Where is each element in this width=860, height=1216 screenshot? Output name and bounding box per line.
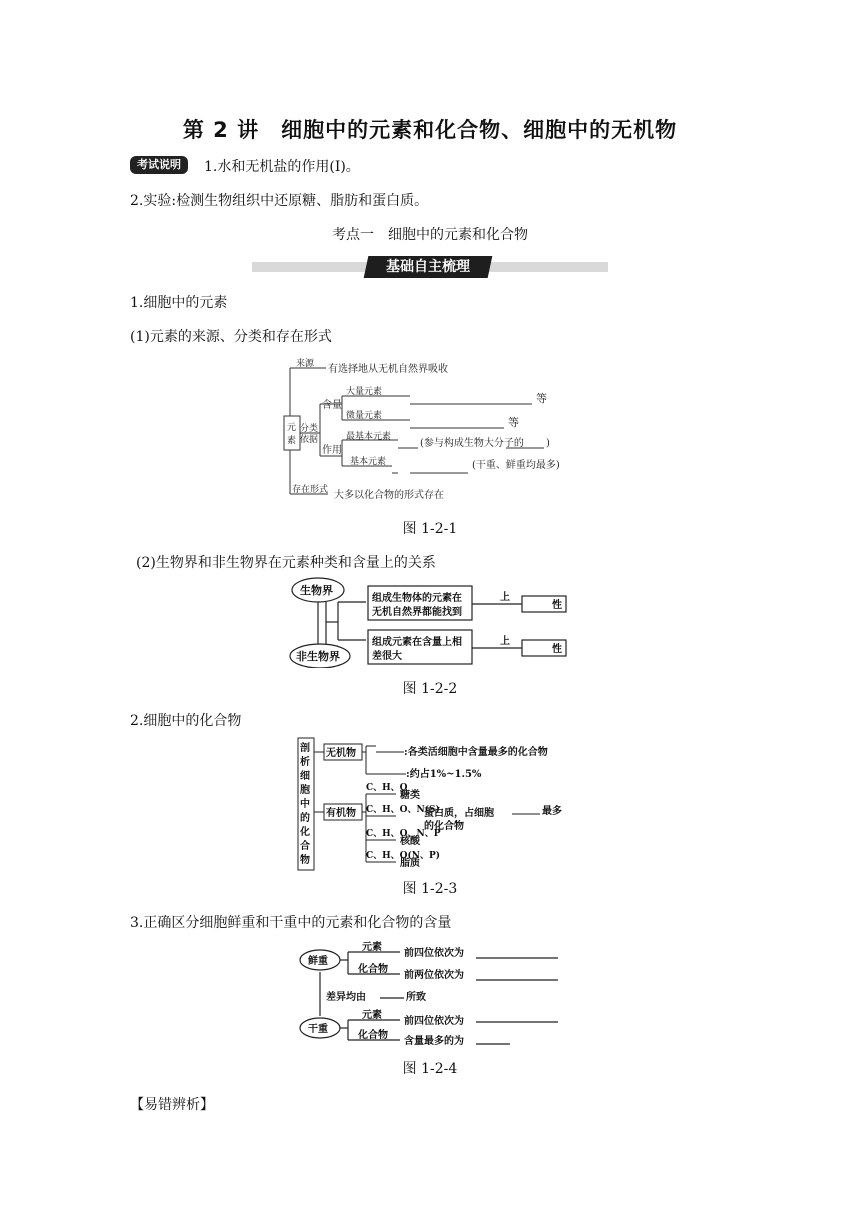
- figure-caption-4: 图 1-2-4: [402, 1061, 458, 1077]
- fig1-su-char: 素: [287, 436, 297, 446]
- fig1-zuijiben: 最基本元素: [346, 432, 392, 442]
- fig3-v3: 细: [300, 771, 310, 782]
- fig3-dbz-1: 蛋白质，占细胞: [424, 808, 494, 819]
- fig4-yuansu-2: 元素: [362, 1010, 382, 1021]
- fig2-shang-2: 上: [500, 636, 510, 647]
- fig3-cho-3: C、H、O、N、P: [366, 829, 441, 839]
- fig4-ganzhong: 干重: [308, 1024, 328, 1035]
- fig3-v7: 化: [300, 827, 310, 838]
- subsection-1-2: (2)生物界和非生物界在元素种类和含量上的关系: [136, 555, 436, 571]
- fig1-cunzai: 存在形式: [292, 485, 329, 495]
- fig3-cho-2: C、H、O、N(S): [366, 805, 440, 815]
- fig3-v8: 合: [300, 841, 310, 852]
- fig2-box2-line1: 组成元素在含量上相: [372, 637, 462, 648]
- subsection-2: 2.细胞中的化合物: [130, 713, 242, 729]
- fig2-feishengwujie: 非生物界: [296, 650, 340, 663]
- fig1-daliang-end: 等: [536, 392, 547, 405]
- fig2-shengwujie: 生物界: [300, 584, 333, 597]
- fig3-dbz-2: 的化合物: [424, 821, 464, 832]
- figure-caption-3: 图 1-2-3: [402, 881, 458, 897]
- figure-caption-2: 图 1-2-2: [402, 681, 458, 697]
- fig3-w1: :各类活细胞中含量最多的化合物: [404, 747, 548, 758]
- fig1-zuijiben-end: ): [546, 438, 550, 449]
- fig1-zuijiben-text: (参与构成生物大分子的: [420, 438, 524, 449]
- subsection-3: 3.正确区分细胞鲜重和干重中的元素和化合物的含量: [130, 915, 452, 931]
- banner-label: 基础自主梳理: [386, 259, 470, 275]
- figure-caption-1: 图 1-2-1: [402, 521, 458, 537]
- fig1-fenlei: 分类: [300, 424, 319, 434]
- figure-1-2-1: [270, 356, 600, 506]
- fig3-v2: 析: [300, 757, 310, 768]
- fig4-huahewu-1: 化合物: [358, 964, 388, 975]
- fig1-daliang: 大量元素: [346, 387, 383, 397]
- banner: [364, 256, 493, 278]
- fig2-xing-2: 性: [552, 644, 562, 655]
- fig1-cunzai-text: 大多以化合物的形式存在: [334, 490, 444, 501]
- fig3-cho-4: C、H、O(N、P): [366, 851, 441, 861]
- requirement-2: 2.实验:检测生物组织中还原糖、脂肪和蛋白质。: [130, 193, 429, 209]
- page-title: 第 2 讲 细胞中的元素和化合物、细胞中的无机物: [182, 118, 678, 142]
- fig4-zuiduo: 含量最多的为: [404, 1036, 464, 1047]
- fig3-hesuan: 核酸: [400, 836, 420, 847]
- fig2-box1-line2: 无机自然界都能找到: [372, 607, 462, 618]
- fig4-qianliang: 前两位依次为: [404, 970, 464, 981]
- figure-1-2-2: [286, 576, 576, 668]
- fig3-zhizhi: 脂质: [400, 858, 420, 869]
- exam-badge: 考试说明: [130, 156, 188, 174]
- fig1-laiyuan-label: 来源: [296, 359, 315, 369]
- figure-1-2-4: [296, 940, 562, 1048]
- fig1-weiliang: 微量元素: [346, 411, 383, 421]
- fig4-huahewu-2: 化合物: [358, 1030, 388, 1041]
- subsection-1-1: (1)元素的来源、分类和存在形式: [130, 329, 332, 345]
- fig3-tanglei: 糖类: [400, 790, 420, 801]
- fig4-chayi: 差异均由: [326, 992, 366, 1003]
- fig3-v4: 胞: [300, 785, 310, 796]
- fig4-yuansu-1: 元素: [362, 942, 382, 953]
- fig2-box1-line1: 组成生物体的元素在: [372, 593, 462, 604]
- fig3-wujiwu: 无机物: [326, 748, 356, 759]
- fig1-zuoyong: 作用: [322, 445, 342, 456]
- error-analysis-heading: 【易错辨析】: [130, 1097, 214, 1113]
- requirement-1: 1.水和无机盐的作用(Ⅰ)。: [204, 159, 360, 175]
- fig1-yiju: 依据: [300, 435, 319, 445]
- fig1-jiben-text: (干重、鲜重均最多): [472, 460, 560, 471]
- fig3-dbz-end: 最多: [542, 806, 562, 817]
- fig1-weiliang-end: 等: [508, 416, 519, 429]
- fig1-jiben: 基本元素: [350, 457, 387, 467]
- fig4-xianzhong: 鲜重: [308, 956, 328, 967]
- fig4-qiansi-1: 前四位依次为: [404, 948, 464, 959]
- fig3-v5: 中: [300, 799, 310, 810]
- fig3-v9: 物: [300, 855, 310, 866]
- fig1-laiyuan-text: 有选择地从无机自然界吸收: [328, 364, 448, 375]
- fig1-hanliang: 含量: [322, 400, 342, 411]
- subsection-1: 1.细胞中的元素: [130, 295, 228, 311]
- fig3-v1: 剖: [300, 743, 310, 754]
- fig3-youjiwu: 有机物: [326, 808, 356, 819]
- fig3-v6: 的: [300, 813, 310, 824]
- fig2-xing-1: 性: [552, 600, 562, 611]
- fig4-qiansi-2: 前四位依次为: [404, 1016, 464, 1027]
- fig2-shang-1: 上: [500, 592, 510, 603]
- fig1-yuan-char: 元: [287, 423, 297, 433]
- fig4-suozhi: 所致: [406, 992, 426, 1003]
- fig3-cho-1: C、H、O: [366, 783, 408, 793]
- figure-1-2-3: [296, 736, 574, 872]
- fig3-w2: :约占1%~1.5%: [406, 769, 482, 780]
- section-heading: 考点一 细胞中的元素和化合物: [332, 227, 528, 243]
- fig2-box2-line2: 差很大: [372, 651, 402, 662]
